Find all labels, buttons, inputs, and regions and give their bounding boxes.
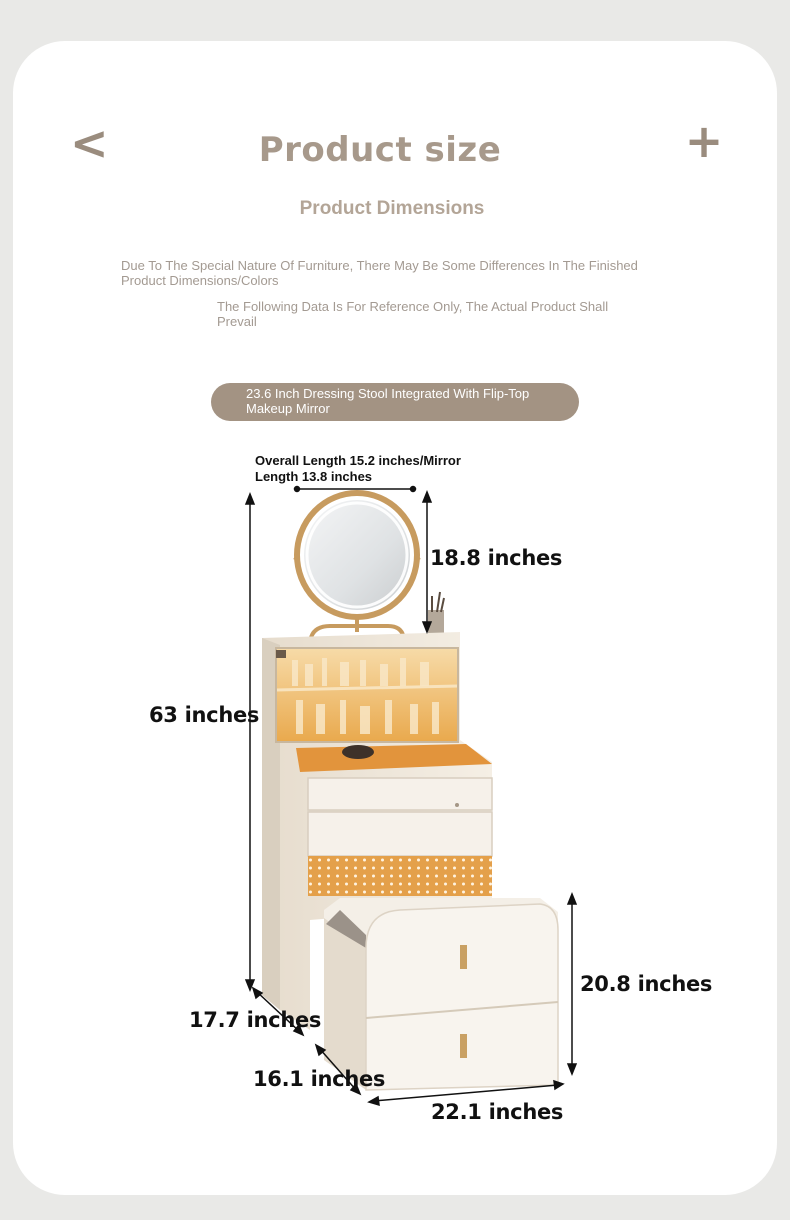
- product-badge: 23.6 Inch Dressing Stool Integrated With Flip-Top Makeup Mirror: [211, 383, 579, 421]
- overall-length-label: Overall Length 15.2 inches/Mirror Length 13.8 inches: [255, 453, 461, 484]
- page-title: Product size: [258, 130, 502, 170]
- stool-height-label: 20.8 inches: [580, 972, 713, 996]
- brush-holder: [428, 592, 444, 638]
- mirror-height-label: 18.8 inches: [430, 546, 563, 570]
- reference-text: The Following Data Is For Reference Only, The Actual Product Shall Prevail: [217, 299, 609, 329]
- disclaimer-text: Due To The Special Nature Of Furniture, There May Be Some Differences In The Finished Product Dimensions/Colors: [121, 258, 638, 288]
- stool-width-label: 22.1 inches: [431, 1100, 564, 1124]
- stool-depth-label: 16.1 inches: [253, 1067, 386, 1091]
- section-subtitle: Product Dimensions: [299, 198, 485, 219]
- total-height-label: 63 inches: [149, 703, 260, 727]
- plus-icon: +: [684, 114, 724, 168]
- dressing-stool: [324, 898, 558, 1090]
- table-depth-label: 17.7 inches: [189, 1008, 322, 1032]
- chevron-left-icon: <: [70, 116, 109, 170]
- makeup-mirror: [295, 493, 419, 642]
